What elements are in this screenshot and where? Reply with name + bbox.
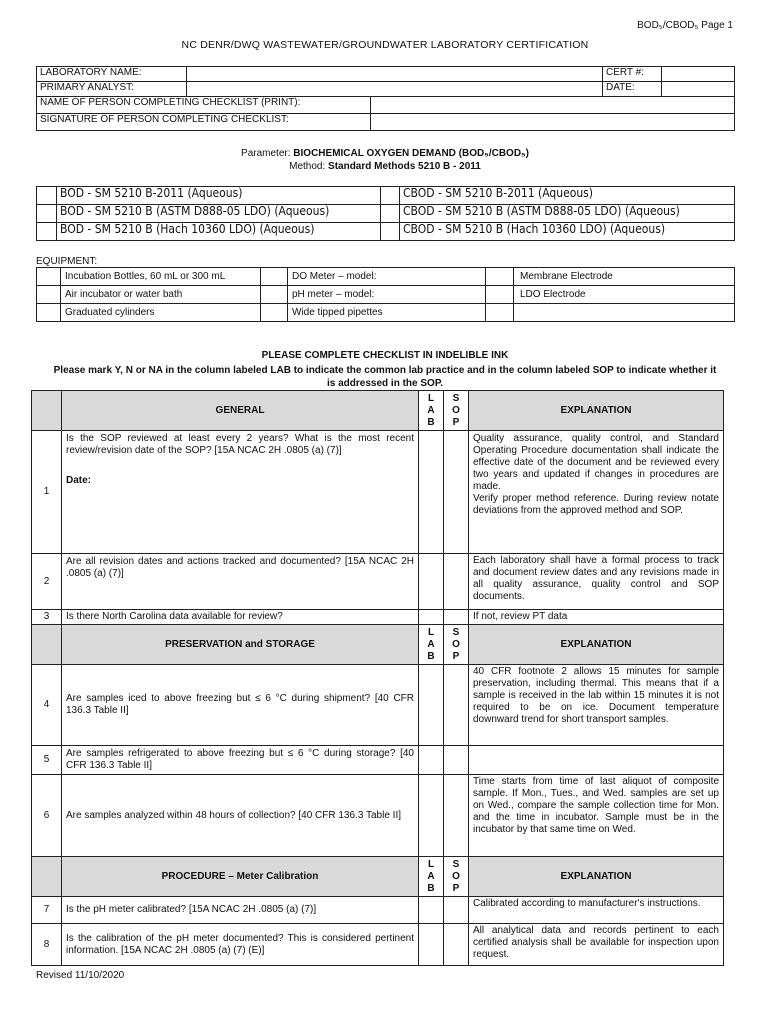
method-option: BOD - SM 5210 B (Hach 10360 LDO) (Aqueous) [57,223,381,241]
method-option: CBOD - SM 5210 B-2011 (Aqueous) [400,187,735,205]
signature-label: SIGNATURE OF PERSON COMPLETING CHECKLIST: [37,114,371,131]
col-lab-header: L A B [419,625,444,665]
method-value: Standard Methods 5210 B - 2011 [328,161,481,172]
sop-answer-cell[interactable] [444,431,469,554]
explanation-text: Quality assurance, quality control, and Standard Operating Procedure documentation shall indicate the effective date of the document and be reviewed every two years and updated if changes in procedures are made. [473,433,719,492]
equipment-item: Air incubator or water bath [61,286,261,304]
row-question: Are all revision dates and actions tracked and documented? [15A NCAC 2H .0805 (a) (7)] [62,554,419,610]
parameter-prefix: Parameter: [241,148,291,159]
row-question: Are samples iced to above freezing but ≤ 6 °C during shipment? [40 CFR 136.3 Table II] [62,665,419,746]
equipment-item: Membrane Electrode [514,268,735,286]
equipment-checkbox[interactable] [37,286,61,304]
date-label: DATE: [603,82,662,97]
equipment-checkbox[interactable] [261,268,288,286]
method-checkbox[interactable] [37,223,57,241]
equipment-item: Graduated cylinders [61,304,261,322]
lab-answer-cell[interactable] [419,610,444,625]
table-row [32,746,724,775]
col-explanation-header: EXPLANATION [469,625,724,665]
sop-answer-cell[interactable] [444,554,469,610]
section-title: PROCEDURE – Meter Calibration [62,857,419,897]
equipment-checkbox[interactable] [37,304,61,322]
col-sop-header: S O P [444,625,469,665]
lab-answer-cell[interactable] [419,665,444,746]
equipment-item: pH meter – model: [288,286,486,304]
row-question: Is the calibration of the pH meter documented? This is considered pertinent information. [15A NCAC 2H .0805 (a) (7) (E)] [62,924,419,966]
equipment-item: Wide tipped pipettes [288,304,486,322]
cert-label: CERT #: [603,67,662,82]
parameter-value: BIOCHEMICAL OXYGEN DEMAND (BOD₅/CBOD₅) [293,148,529,159]
method-checkbox[interactable] [37,205,57,223]
table-row [32,775,724,857]
method-checkbox[interactable] [381,223,400,241]
date-prompt: Date: [66,475,92,486]
equipment-item [514,304,735,322]
section-header-general [32,391,724,431]
primary-analyst-field[interactable] [187,82,603,97]
equipment-item: Incubation Bottles, 60 mL or 300 mL [61,268,261,286]
equipment-checkbox[interactable] [261,304,288,322]
row-explanation: All analytical data and records pertinent to each certified analysis shall be available for inspection upon request. [469,924,724,966]
table-row [32,610,724,625]
person-info-table [36,96,735,131]
row-explanation: Time starts from time of last aliquot of composite sample. If Mon., Tues., and Wed. samples are set up on Wed., compare the sample collection time for Mon. and the time in incubator. Sample must be in the incubator by that same time on Wed. [469,775,724,857]
equipment-checkbox[interactable] [486,268,514,286]
section-title: PRESERVATION and STORAGE [62,625,419,665]
table-row [32,924,724,966]
lab-info-table [36,66,735,97]
col-explanation-header: EXPLANATION [469,391,724,431]
table-row [32,431,724,554]
lab-name-label: LABORATORY NAME: [37,67,187,82]
lab-answer-cell[interactable] [419,775,444,857]
table-row [32,897,724,924]
primary-analyst-label: PRIMARY ANALYST: [37,82,187,97]
sop-answer-cell[interactable] [444,746,469,775]
date-field[interactable] [662,82,735,97]
section-header-preservation [32,625,724,665]
row-number: 8 [32,924,62,966]
name-person-label: NAME OF PERSON COMPLETING CHECKLIST (PRINT): [37,97,371,114]
row-explanation: Each laboratory shall have a formal process to track and document review dates and any revisions made in all quality assurance, quality control and SOP documents. [469,554,724,610]
row-question [62,431,419,554]
lab-answer-cell[interactable] [419,897,444,924]
row-question: Is there North Carolina data available for review? [62,610,419,625]
row-question: Are samples analyzed within 48 hours of collection? [40 CFR 136.3 Table II] [62,775,419,857]
instructions-text: Please mark Y, N or NA in the column labeled LAB to indicate the common lab practice and in the column labeled SOP to indicate whether it is addressed in the SOP. [53,365,717,389]
method-line [0,161,770,172]
lab-answer-cell[interactable] [419,431,444,554]
cert-field[interactable] [662,67,735,82]
revised-date: Revised 11/10/2020 [36,970,125,981]
row-question: Is the pH meter calibrated? [15A NCAC 2H .0805 (a) (7)] [62,897,419,924]
row-explanation [469,746,724,775]
sop-answer-cell[interactable] [444,924,469,966]
equipment-item: LDO Electrode [514,286,735,304]
explanation-text-2: Verify proper method reference. During review notate deviations from the approved method and SOP. [473,493,719,516]
equipment-checkbox[interactable] [486,304,514,322]
method-option: BOD - SM 5210 B-2011 (Aqueous) [57,187,381,205]
row-number: 1 [32,431,62,554]
equipment-checkbox[interactable] [261,286,288,304]
method-checkbox[interactable] [381,205,400,223]
section-header-procedure [32,857,724,897]
method-checkbox[interactable] [37,187,57,205]
col-sop-header: S O P [444,391,469,431]
row-number: 7 [32,897,62,924]
method-option: CBOD - SM 5210 B (ASTM D888-05 LDO) (Aqueous) [400,205,735,223]
col-lab-header: L A B [419,857,444,897]
row-number: 3 [32,610,62,625]
equipment-checkbox[interactable] [37,268,61,286]
signature-field[interactable] [371,114,735,131]
method-prefix: Method: [289,161,326,172]
col-explanation-header: EXPLANATION [469,857,724,897]
equipment-label: EQUIPMENT: [36,256,98,267]
equipment-table [36,267,735,322]
page-title: NC DENR/DWQ WASTEWATER/GROUNDWATER LABORATORY CERTIFICATION [181,39,589,51]
section-title: GENERAL [62,391,419,431]
row-number: 2 [32,554,62,610]
row-explanation: Calibrated according to manufacturer's instructions. [469,897,724,924]
row-explanation: 40 CFR footnote 2 allows 15 minutes for sample preservation, including thermal. This means that if a sample is received in the lab within 15 minutes it is not required to be on ice. Document temperature downward trend for short transport samples. [469,665,724,746]
lab-answer-cell[interactable] [419,554,444,610]
instructions-heading: PLEASE COMPLETE CHECKLIST IN INDELIBLE INK [261,350,509,361]
sop-answer-cell[interactable] [444,775,469,857]
method-option: CBOD - SM 5210 B (Hach 10360 LDO) (Aqueous) [400,223,735,241]
sop-answer-cell[interactable] [444,897,469,924]
row-number: 5 [32,746,62,775]
row-explanation [469,431,724,554]
equipment-checkbox[interactable] [486,286,514,304]
row-explanation: If not, review PT data [469,610,724,625]
row-number: 6 [32,775,62,857]
lab-answer-cell[interactable] [419,924,444,966]
sop-answer-cell[interactable] [444,610,469,625]
col-sop-header: S O P [444,857,469,897]
table-row [32,554,724,610]
equipment-item: DO Meter – model: [288,268,486,286]
parameter-line [0,148,770,159]
lab-name-field[interactable] [187,67,603,82]
row-number: 4 [32,665,62,746]
sop-answer-cell[interactable] [444,665,469,746]
col-lab-header: L A B [419,391,444,431]
method-option: BOD - SM 5210 B (ASTM D888-05 LDO) (Aqueous) [57,205,381,223]
checklist-table [31,390,724,966]
page-label: BOD₅/CBOD₅ Page 1 [637,20,733,31]
lab-answer-cell[interactable] [419,746,444,775]
row-question: Are samples refrigerated to above freezing but ≤ 6 °C during storage? [40 CFR 136.3 Table II] [62,746,419,775]
question-text: Is the SOP reviewed at least every 2 years? What is the most recent review/revision date of the SOP? [15A NCAC 2H .0805 (a) (7)] [66,433,414,456]
method-checkbox[interactable] [381,187,400,205]
name-person-field[interactable] [371,97,735,114]
method-table [36,186,735,241]
table-row [32,665,724,746]
